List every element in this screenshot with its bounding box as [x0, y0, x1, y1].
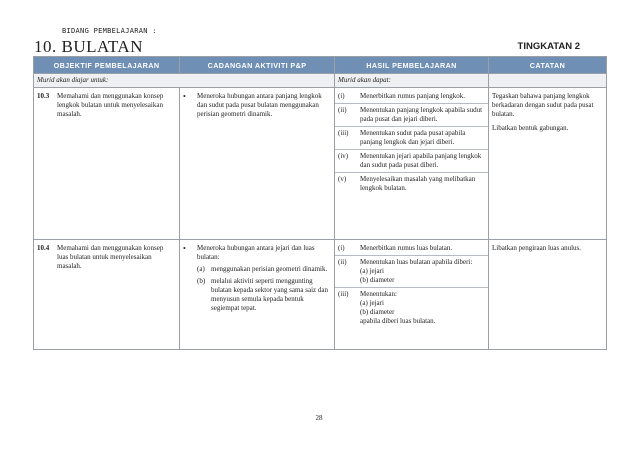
hasil-num: (v)	[338, 175, 347, 183]
hasil-num: (i)	[338, 244, 345, 252]
objective-text: Memahami dan menggunakan konsep luas bulatan untuk menyelesaikan masalah.	[57, 244, 164, 270]
activity-subitem	[197, 265, 331, 274]
hasil-subtext: (a) jejari	[360, 299, 384, 307]
activity-cell	[180, 88, 335, 240]
hasil-item	[335, 256, 488, 288]
hasil-text: Menentukan jejari apabila panjang lengkok dan sudut pada pusat diberi.	[360, 152, 482, 169]
curriculum-table	[33, 56, 607, 350]
tingkatan-label: TINGKATAN 2	[517, 41, 580, 52]
header-objektif: OBJEKTIF PEMBELAJARAN	[34, 57, 180, 74]
hasil-subtext: (b) diameter	[360, 308, 395, 316]
hasil-cell	[335, 88, 489, 240]
subitem-label: (a)	[197, 265, 205, 273]
subheader-row	[34, 74, 607, 88]
subitem-text: menggunakan perisian geometri dinamik.	[211, 265, 328, 273]
objective-cell	[34, 88, 180, 240]
hasil-num: (iii)	[338, 290, 349, 298]
hasil-text: Menyelesaikan masalah yang melibatkan lengkok bulatan.	[360, 175, 476, 192]
bidang-label: BIDANG PEMBELAJARAN :	[62, 27, 157, 35]
subitem-text: melalui aktiviti seperti menggunting bulatan kepada sektor yang sama saiz dan menyusun semula kepada bentuk segiempat tepat.	[211, 277, 329, 312]
subheader-empty	[489, 74, 607, 88]
hasil-text: Menentukan sudut pada pusat apabila panjang lengkok dan jejari diberi.	[360, 129, 466, 146]
bullet-icon: •	[183, 244, 186, 253]
table-header-row	[34, 57, 607, 74]
header-cadangan: CADANGAN AKTIVITI P&P	[180, 57, 335, 74]
objective-cell	[34, 240, 180, 350]
hasil-item	[335, 150, 488, 173]
activity-text: Meneroka hubungan antara jejari dan luas bulatan:	[197, 244, 315, 261]
hasil-item	[335, 288, 488, 328]
hasil-subtext: (b) diameter	[360, 276, 395, 284]
hasil-item	[335, 104, 488, 127]
hasil-subtext: (a) jejari	[360, 267, 384, 275]
hasil-num: (iv)	[338, 152, 349, 160]
catatan-text: Libatkan bentuk gabungan.	[492, 124, 569, 132]
page-number: 28	[315, 414, 323, 422]
hasil-text: Menerbitkan rumus luas bulatan.	[360, 244, 453, 252]
hasil-num: (ii)	[338, 106, 347, 114]
hasil-text: Menentukan:	[360, 290, 397, 298]
hasil-text: Menentukan panjang lengkok apabila sudut pada pusat dan jejari diberi.	[360, 106, 483, 123]
catatan-text: Tegaskan bahawa panjang lengkok berkadaran dengan sudut pada pusat bulatan.	[492, 92, 594, 118]
activity-subitem	[197, 277, 331, 313]
subheader-dapat: Murid akan dapat:	[335, 74, 489, 88]
hasil-item	[335, 127, 488, 150]
hasil-item	[335, 242, 488, 256]
objective-code: 10.4	[37, 244, 50, 252]
activity-cell	[180, 240, 335, 350]
hasil-cell	[335, 240, 489, 350]
header-hasil: HASIL PEMBELAJARAN	[335, 57, 489, 74]
objective-text: Memahami dan menggunakan konsep lengkok bulatan untuk menyelesaikan masalah.	[57, 92, 164, 118]
objective-code: 10.3	[37, 92, 50, 100]
topic-title: 10. BULATAN	[34, 37, 143, 56]
catatan-cell	[489, 240, 607, 350]
subheader-diajar: Murid akan diajar untuk:	[34, 74, 335, 88]
catatan-text: Libatkan pengiraan luas anulus.	[492, 244, 582, 252]
table-row	[34, 88, 607, 240]
catatan-cell	[489, 88, 607, 240]
hasil-item	[335, 173, 488, 195]
subitem-label: (b)	[197, 277, 206, 285]
activity-text: Meneroka hubungan antara panjang lengkok dan sudut pada pusat bulatan menggunakan perisian geometri dinamik.	[197, 92, 322, 118]
header-catatan: CATATAN	[489, 57, 607, 74]
table-row	[34, 240, 607, 350]
hasil-item	[335, 90, 488, 104]
hasil-num: (ii)	[338, 258, 347, 266]
hasil-num: (iii)	[338, 129, 349, 137]
hasil-subtext: apabila diberi luas bulatan.	[360, 317, 436, 325]
hasil-num: (i)	[338, 92, 345, 100]
hasil-text: Menerbitkan rumus panjang lengkok.	[360, 92, 465, 100]
bullet-icon: •	[183, 92, 186, 101]
hasil-text: Menentukan luas bulatan apabila diberi:	[360, 258, 473, 266]
